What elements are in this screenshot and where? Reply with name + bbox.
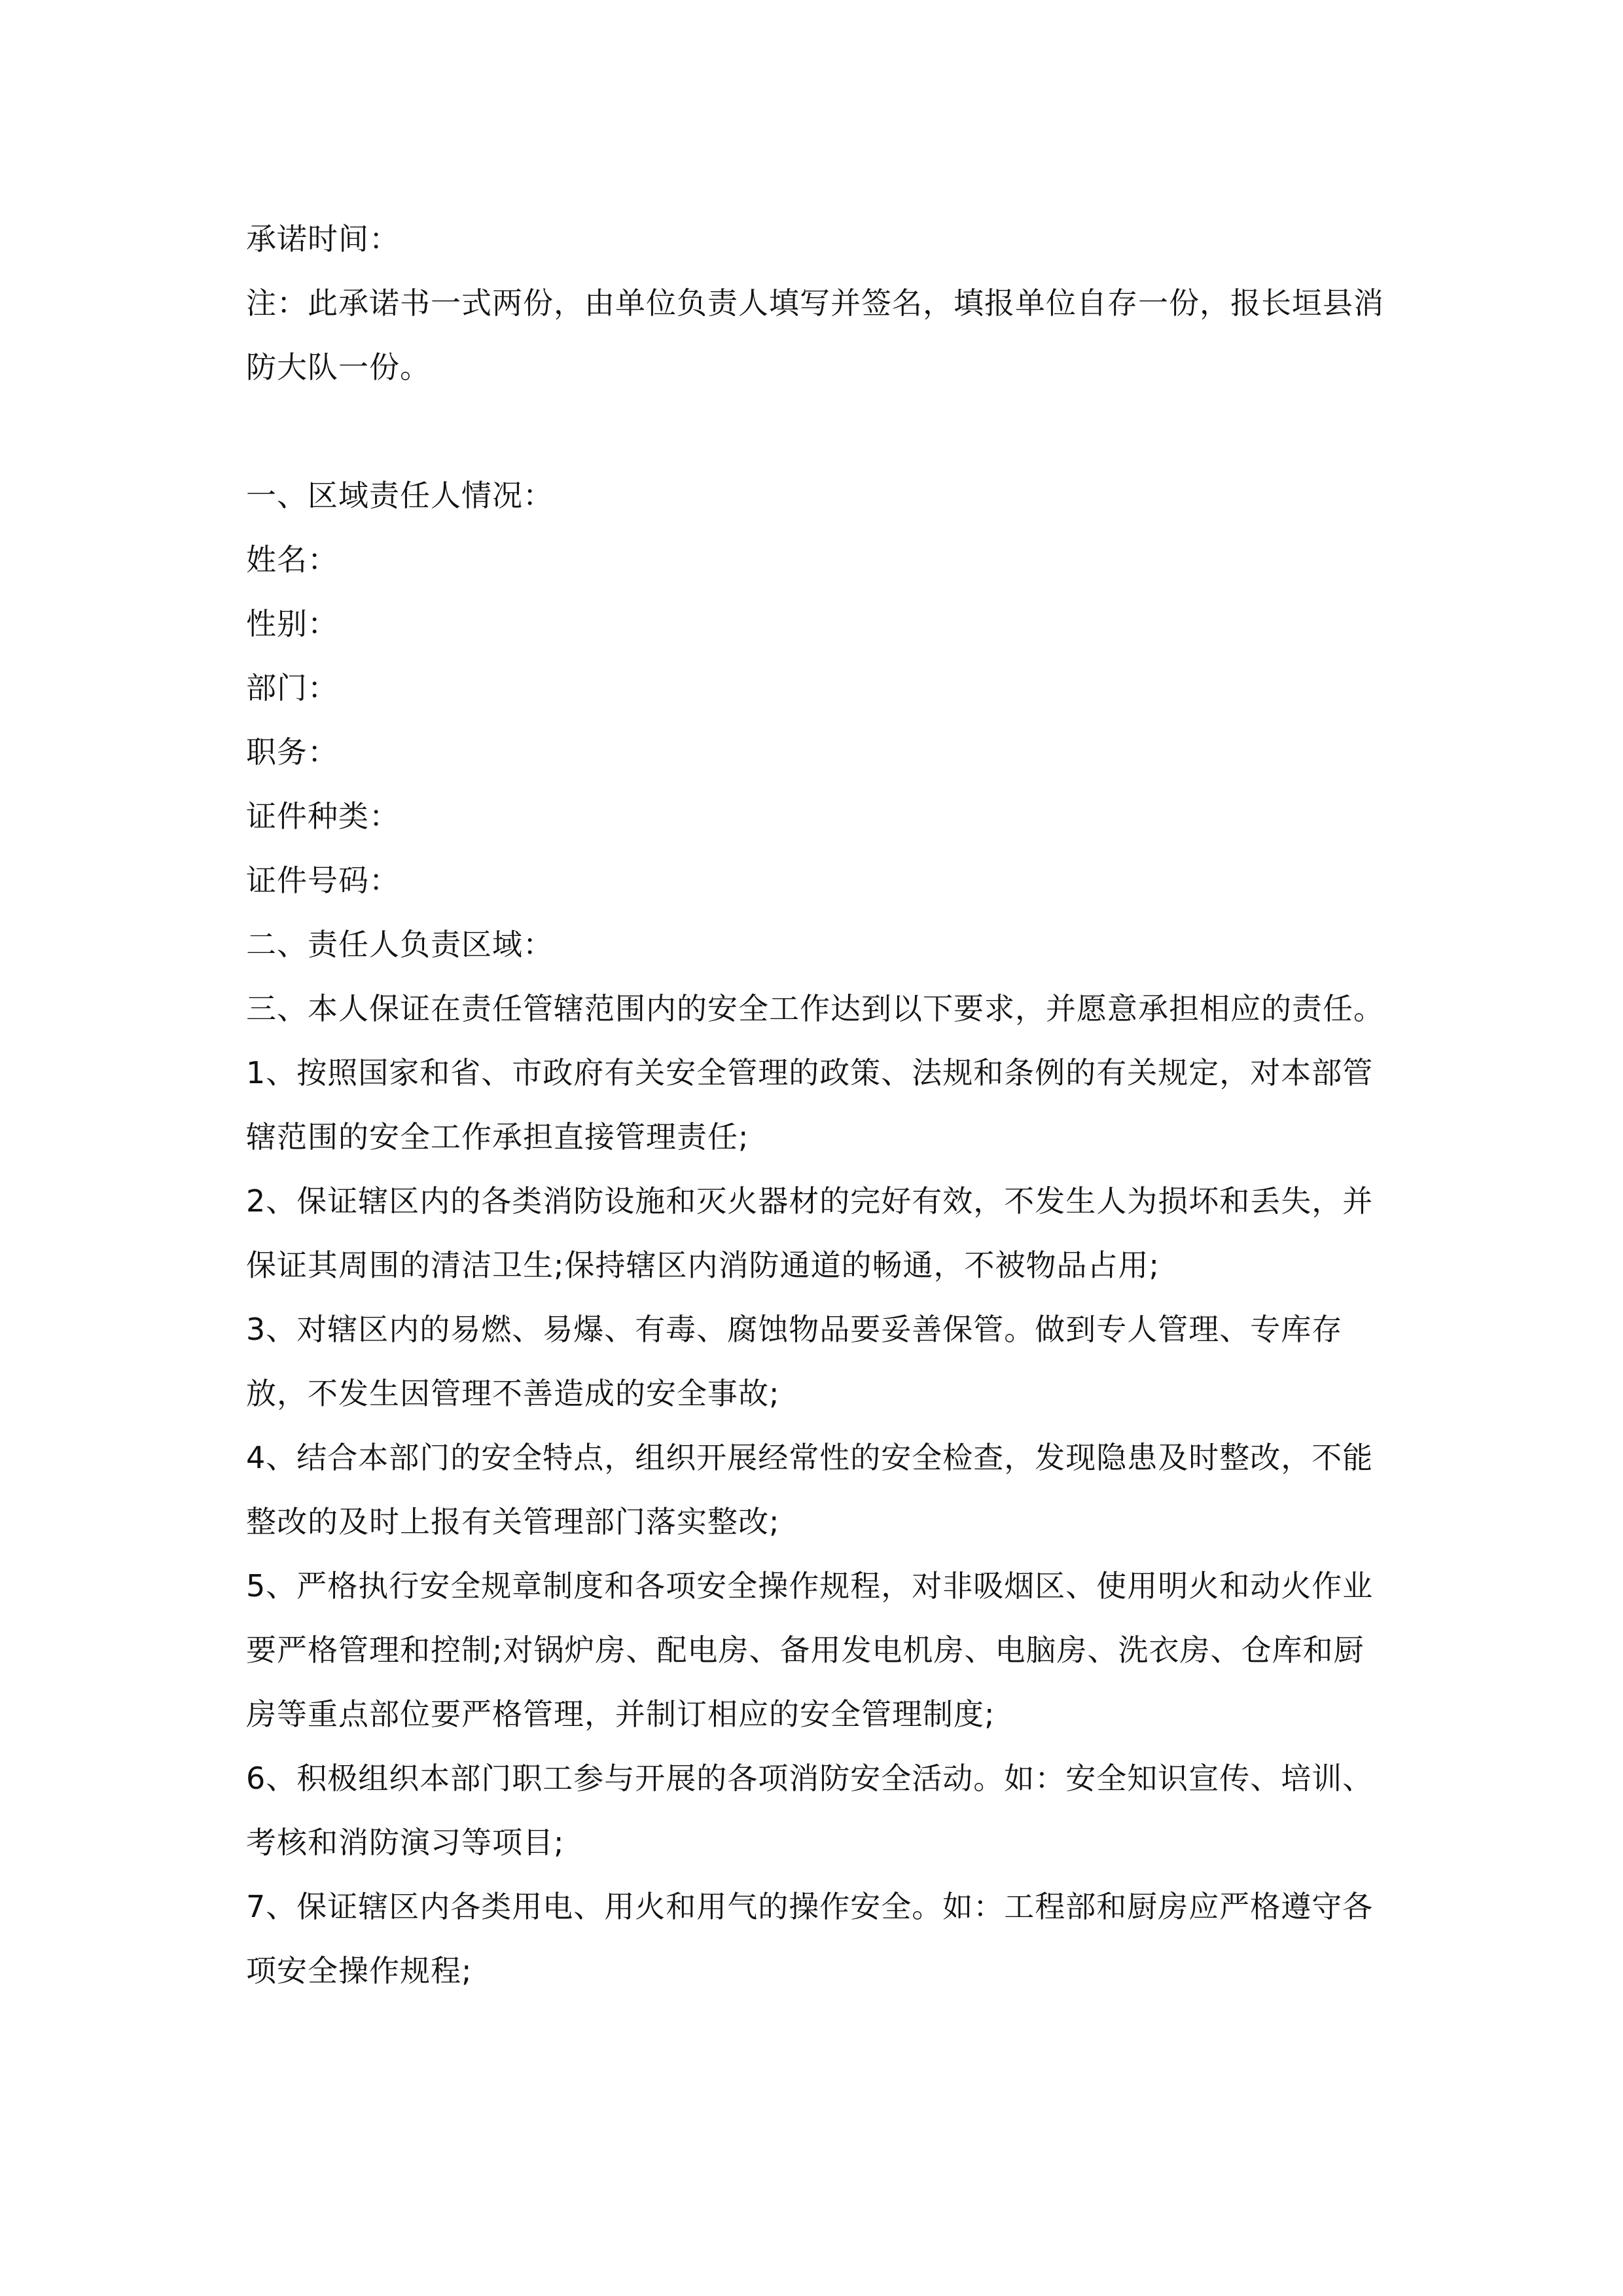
note-paragraph: 注：此承诺书一式两份，由单位负责人填写并签名，填报单位自存一份，报长垣县消防大队一份。 bbox=[246, 285, 1384, 385]
id-number-field-label: 证件号码： bbox=[246, 863, 400, 898]
department-field-label: 部门： bbox=[246, 670, 338, 706]
requirement-item-3: 3、对辖区内的易燃、易爆、有毒、腐蚀物品要妥善保管。做到专人管理、专库存放，不发生因管理不善造成的安全事故; bbox=[246, 1312, 1343, 1411]
id-type-field-label: 证件种类： bbox=[246, 798, 400, 834]
gender-field-label: 性别： bbox=[246, 606, 338, 641]
requirement-item-5: 5、严格执行安全规章制度和各项安全操作规程，对非吸烟区、使用明火和动火作业要严格管理和控制;对锅炉房、配电房、备用发电机房、电脑房、洗衣房、仓库和厨房等重点部位要严格管理，并制订相应的安全管理制度; bbox=[246, 1568, 1374, 1732]
requirement-item-4: 4、结合本部门的安全特点，组织开展经常性的安全检查，发现隐患及时整改，不能整改的及时上报有关管理部门落实整改; bbox=[246, 1440, 1374, 1539]
section-1-heading: 一、区域责任人情况： bbox=[246, 478, 554, 513]
requirement-item-7: 7、保证辖区内各类用电、用火和用气的操作安全。如：工程部和厨房应严格遵守各项安全操作规程; bbox=[246, 1889, 1374, 1988]
document-body bbox=[246, 207, 1385, 2003]
requirement-item-2: 2、保证辖区内的各类消防设施和灭火器材的完好有效，不发生人为损坏和丢失，并保证其周围的清洁卫生;保持辖区内消防通道的畅通，不被物品占用; bbox=[246, 1183, 1374, 1283]
section-3-heading: 三、本人保证在责任管辖范围内的安全工作达到以下要求，并愿意承担相应的责任。 bbox=[246, 991, 1384, 1026]
blank-line bbox=[246, 399, 1385, 463]
name-field-label: 姓名： bbox=[246, 542, 338, 577]
commitment-time-label: 承诺时间： bbox=[246, 221, 400, 257]
section-2-heading: 二、责任人负责区域： bbox=[246, 927, 554, 962]
requirement-item-1: 1、按照国家和省、市政府有关安全管理的政策、法规和条例的有关规定，对本部管辖范围的安全工作承担直接管理责任; bbox=[246, 1055, 1374, 1155]
requirement-item-6: 6、积极组织本部门职工参与开展的各项消防安全活动。如：安全知识宣传、培训、考核和消防演习等项目; bbox=[246, 1761, 1374, 1860]
position-field-label: 职务： bbox=[246, 734, 338, 770]
